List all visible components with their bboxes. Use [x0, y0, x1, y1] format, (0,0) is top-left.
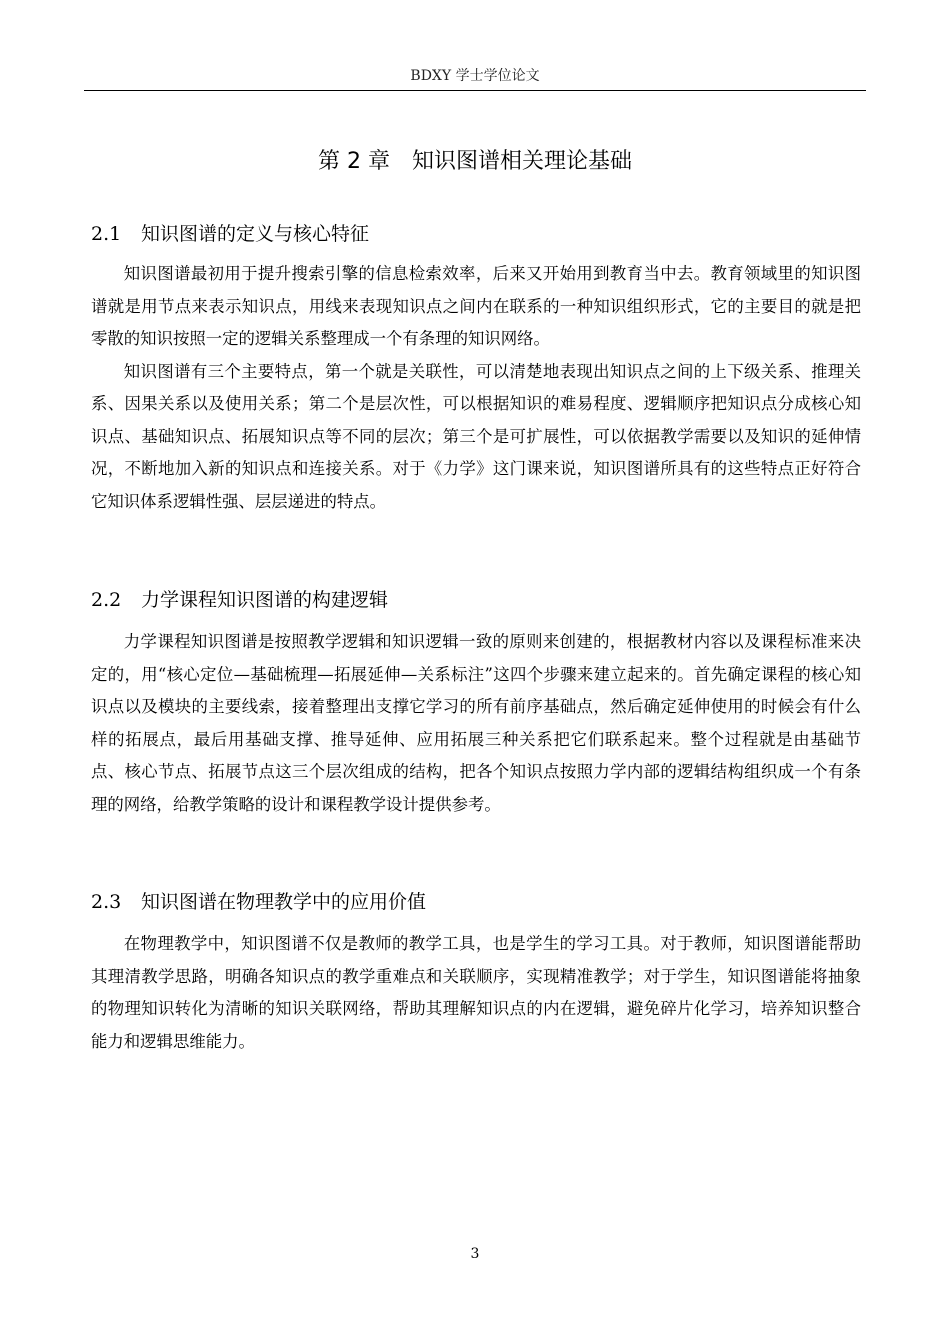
page-number: 3: [470, 1246, 480, 1262]
section-title: 知识图谱的定义与核心特征: [141, 223, 370, 245]
section-title: 知识图谱在物理教学中的应用价值: [141, 891, 427, 913]
section-number: 2.3: [91, 891, 122, 913]
page-header: BDXY 学士学位论文: [410, 68, 540, 84]
paragraph: 知识图谱最初用于提升搜索引擎的信息检索效率，后来又开始用到教育当中去。教育领域里的知识图谱就是用节点来表示知识点，用线来表现知识点之间内在联系的一种知识组织形式，它的主要目的就是把零散的知识按照一定的逻辑关系整理成一个有条理的知识网络。: [91, 264, 861, 348]
paragraph: 力学课程知识图谱是按照教学逻辑和知识逻辑一致的原则来创建的，根据教材内容以及课程标准来决定的，用“核心定位—基础梳理—拓展延伸—关系标注”这四个步骤来建立起来的。首先确定课程的核心知识点以及模块的主要线索，接着整理出支撑它学习的所有前序基础点，然后确定延伸使用的时候会有什么样的拓展点，最后用基础支撑、推导延伸、应用拓展三种关系把它们联系起来。整个过程就是由基础节点、核心节点、拓展节点这三个层次组成的结构，把各个知识点按照力学内部的逻辑结构组织成一个有条理的网络，给教学策略的设计和课程教学设计提供参考。: [91, 632, 861, 814]
chapter-title: [84, 146, 866, 178]
section-number: 2.2: [91, 589, 122, 611]
chapter-number: 第 2 章: [318, 149, 390, 174]
header-divider: [84, 90, 866, 91]
section-heading: [91, 586, 861, 614]
section-2-1: [91, 220, 861, 518]
section-2-3: [91, 888, 861, 1058]
section-heading: [91, 220, 861, 248]
paragraph: 在物理教学中，知识图谱不仅是教师的教学工具，也是学生的学习工具。对于教师，知识图谱能帮助其理清教学思路，明确各知识点的教学重难点和关联顺序，实现精准教学；对于学生，知识图谱能将抽象的物理知识转化为清晰的知识关联网络，帮助其理解知识点的内在逻辑，避免碎片化学习，培养知识整合能力和逻辑思维能力。: [91, 934, 861, 1051]
section-heading: [91, 888, 861, 916]
paragraph: 知识图谱有三个主要特点，第一个就是关联性，可以清楚地表现出知识点之间的上下级关系、推理关系、因果关系以及使用关系；第二个是层次性，可以根据知识的难易程度、逻辑顺序把知识点分成核心知识点、基础知识点、拓展知识点等不同的层次；第三个是可扩展性，可以依据教学需要以及知识的延伸情况，不断地加入新的知识点和连接关系。对于《力学》这门课来说，知识图谱所具有的这些特点正好符合它知识体系逻辑性强、层层递进的特点。: [91, 361, 861, 511]
chapter-title-text: 知识图谱相关理论基础: [411, 149, 632, 174]
section-title: 力学课程知识图谱的构建逻辑: [141, 589, 389, 611]
section-2-2: [91, 586, 861, 821]
section-number: 2.1: [91, 223, 122, 245]
